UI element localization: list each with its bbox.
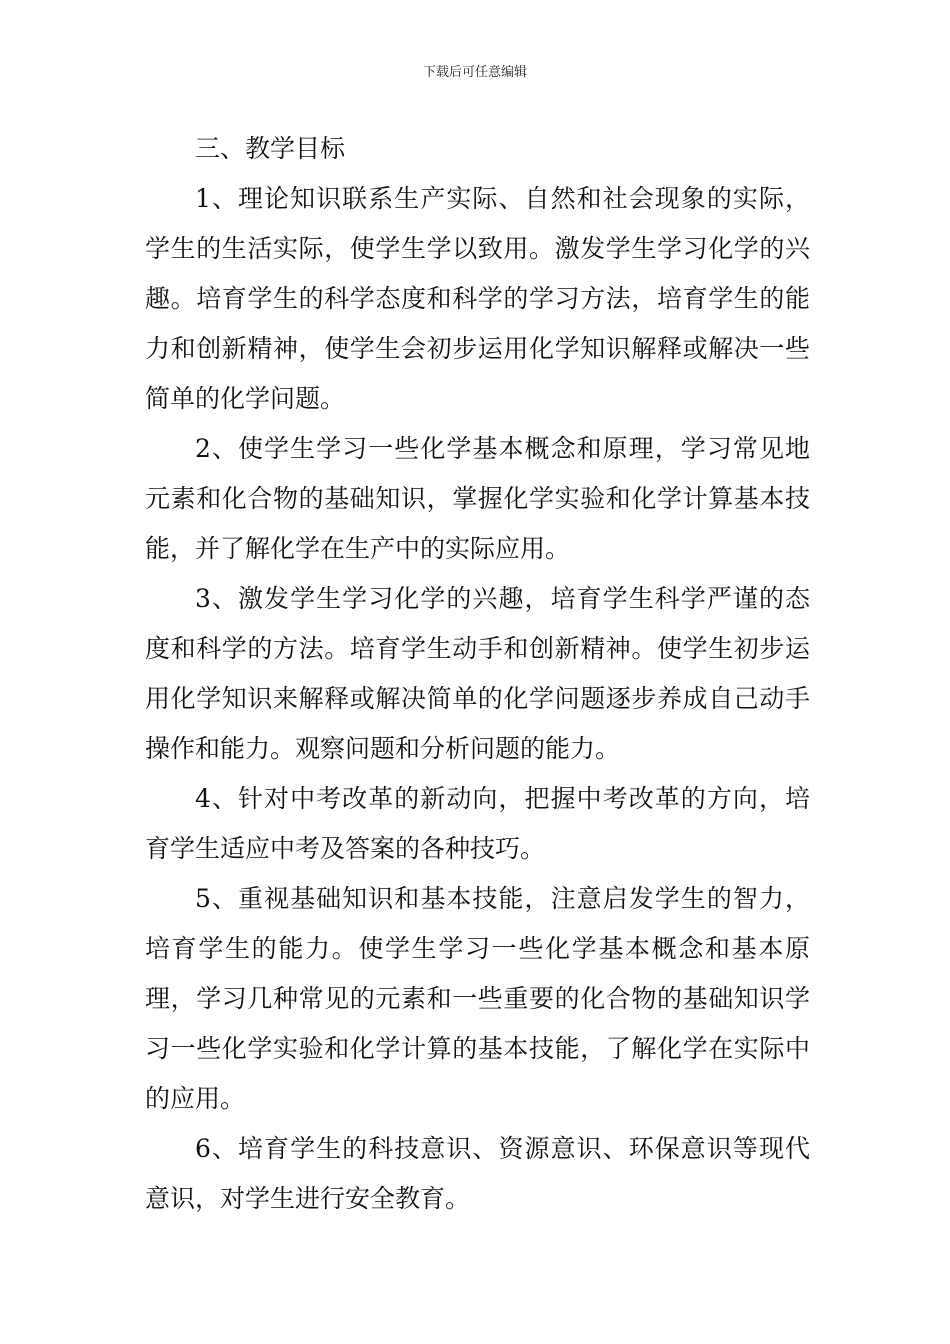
- paragraph-1: 1、理论知识联系生产实际、自然和社会现象的实际，学生的生活实际，使学生学以致用。激发学生学习化学的兴趣。培育学生的科学态度和科学的学习方法，培育学生的能力和创新精神，使学生会初步运用化学知识解释或解决一些简单的化学问题。: [145, 184, 810, 413]
- document-body: [145, 124, 810, 1224]
- paragraph-5: 5、重视基础知识和基本技能，注意启发学生的智力，培育学生的能力。使学生学习一些化学基本概念和基本原理，学习几种常见的元素和一些重要的化合物的基础知识学习一些化学实验和化学计算的基本技能，了解化学在实际中的应用。: [145, 884, 810, 1113]
- section-title: 三、教学目标: [195, 134, 346, 163]
- page-header-note: 下载后可任意编辑: [422, 65, 527, 80]
- paragraph-6: 6、培育学生的科技意识、资源意识、环保意识等现代意识，对学生进行安全教育。: [145, 1134, 810, 1213]
- paragraph-3: 3、激发学生学习化学的兴趣，培育学生科学严谨的态度和科学的方法。培育学生动手和创新精神。使学生初步运用化学知识来解释或解决简单的化学问题逐步养成自己动手操作和能力。观察问题和分析问题的能力。: [145, 584, 810, 763]
- paragraph-2: 2、使学生学习一些化学基本概念和原理，学习常见地元素和化合物的基础知识，掌握化学实验和化学计算基本技能，并了解化学在生产中的实际应用。: [145, 434, 810, 563]
- paragraph-4: 4、针对中考改革的新动向，把握中考改革的方向，培育学生适应中考及答案的各种技巧。: [145, 784, 810, 863]
